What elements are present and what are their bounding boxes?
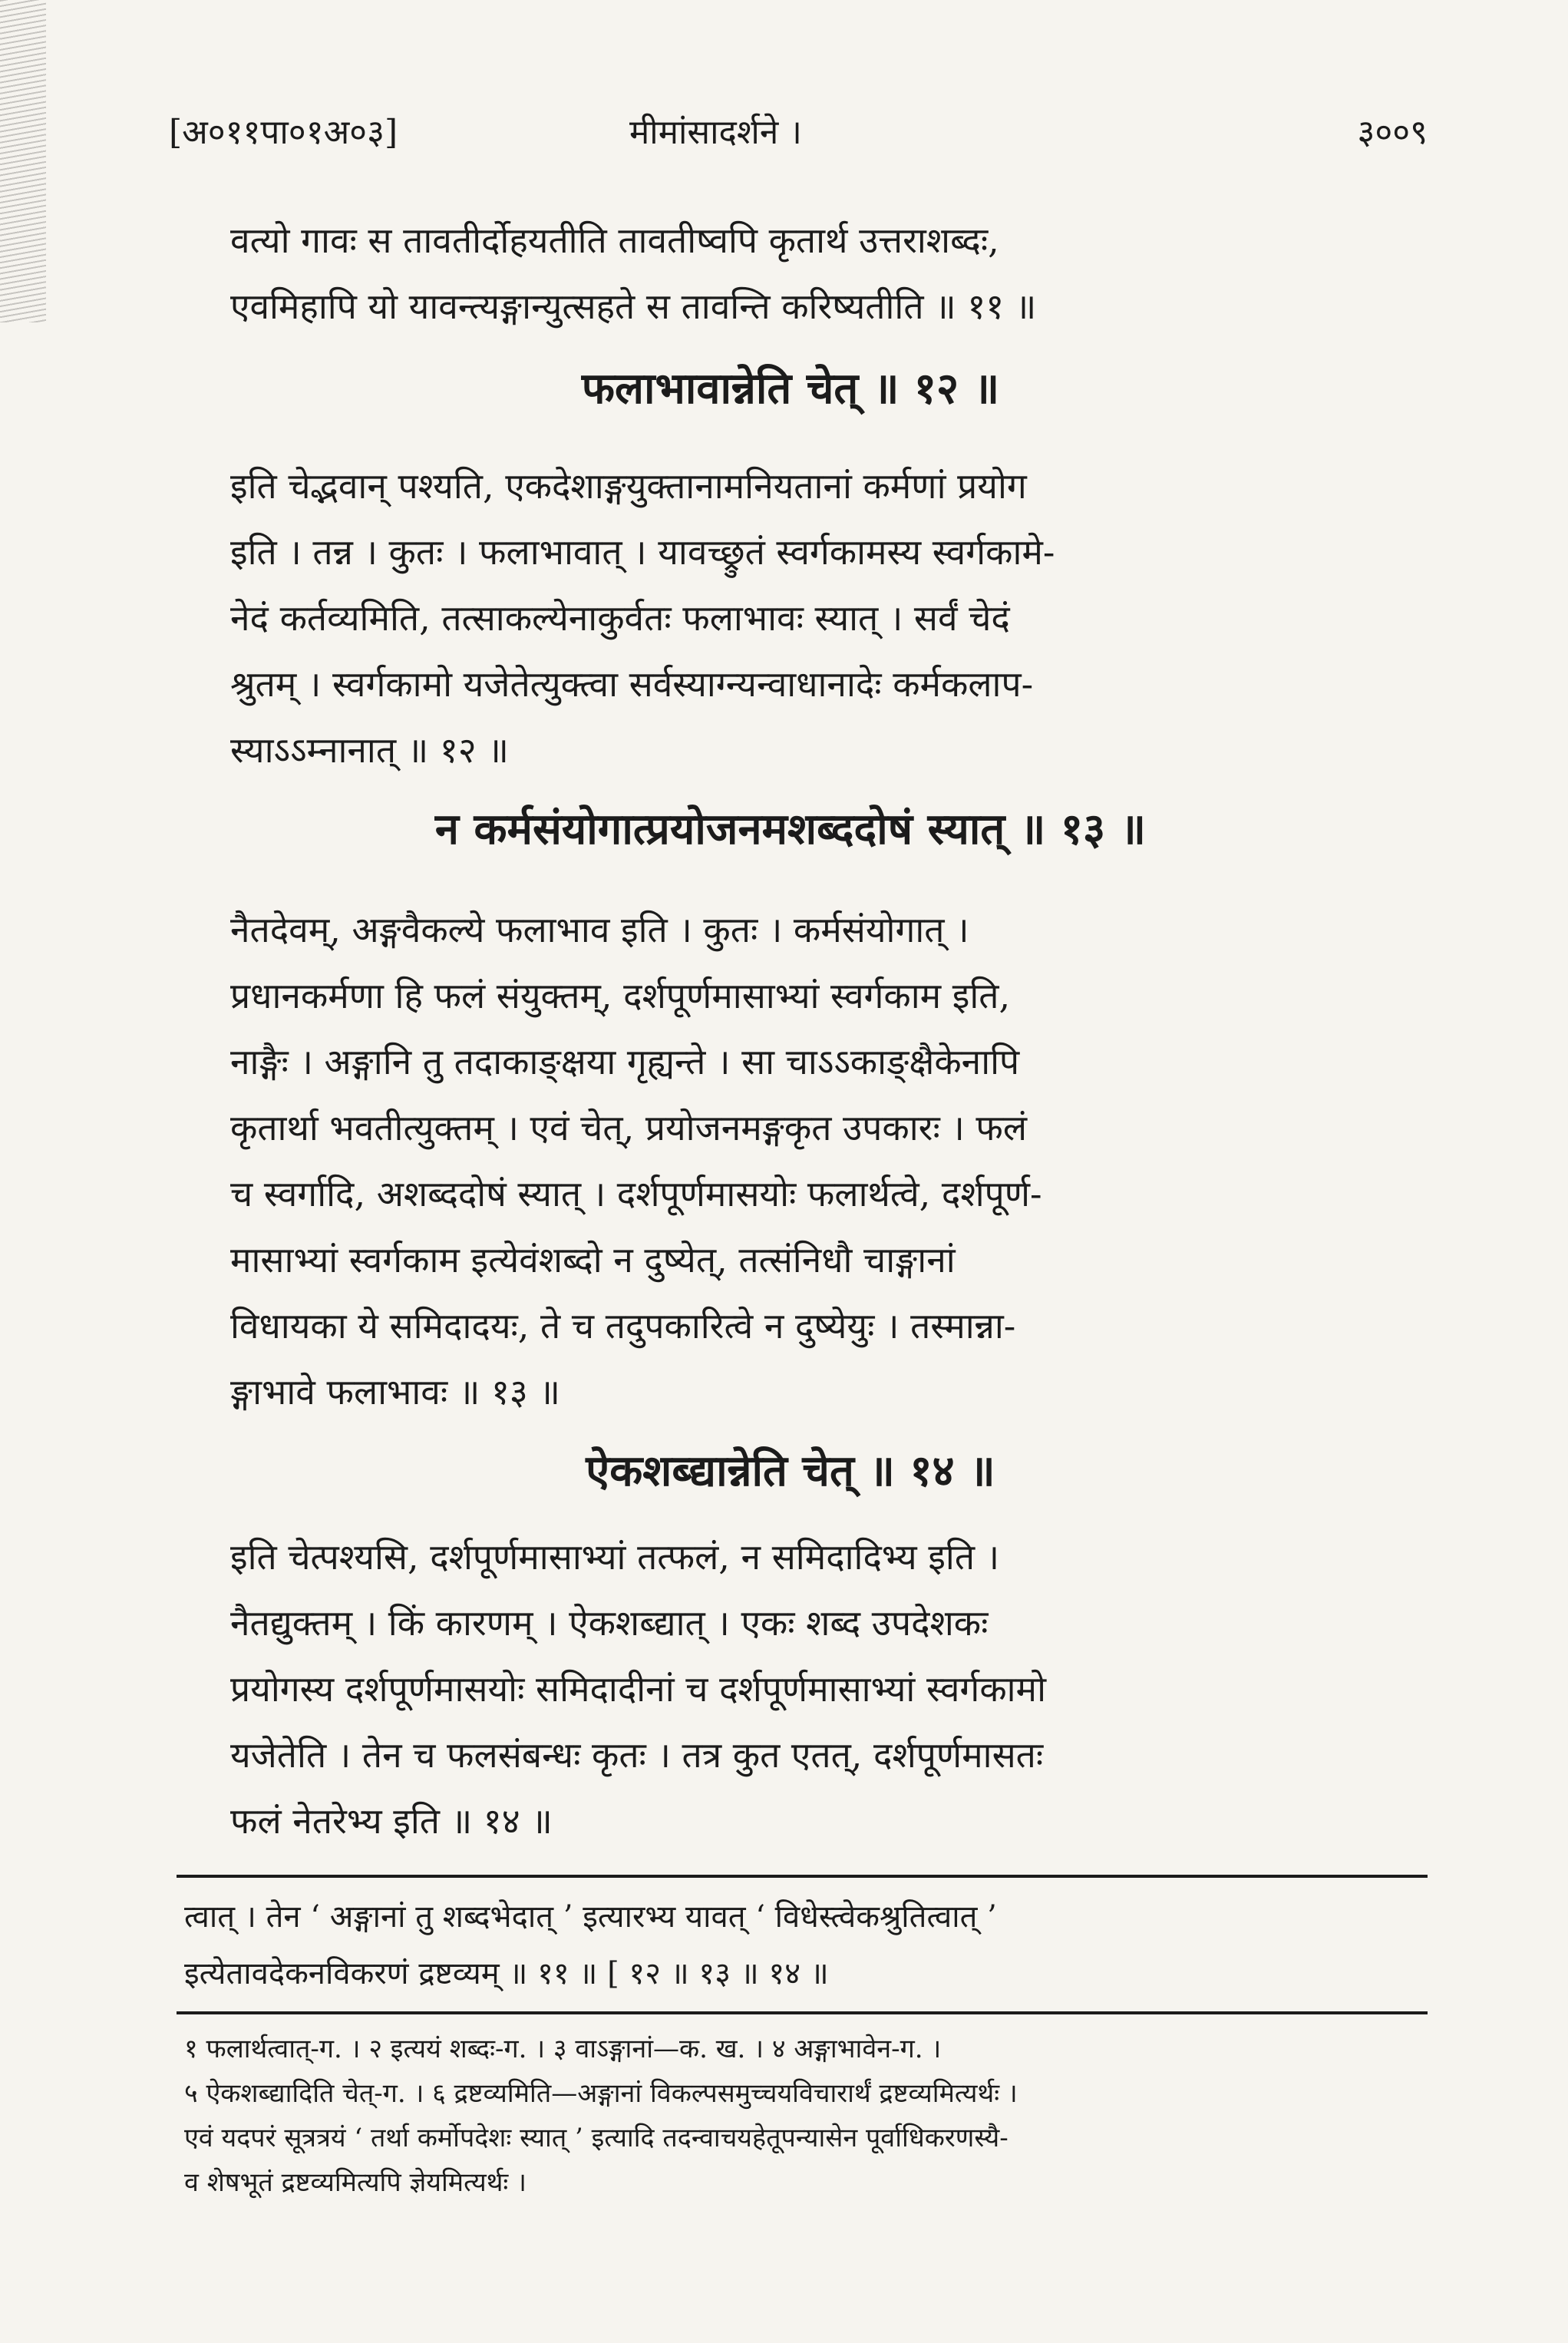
sutra-12: फलाभावान्नेति चेत् ॥ १२ ॥ [581,363,1000,414]
note-line: इत्येतावदेकनविकरणं द्रष्टव्यम् ॥ ११ ॥ [ १२ ॥ १३ ॥ १४ ॥ [184,1956,829,1991]
commentary-block-14 [230,1524,1351,1854]
text-line: इति चेद्भवान् पश्यति, एकदेशाङ्गयुक्तानामनियतानां कर्मणां प्रयोग [230,465,1027,507]
text-line: च स्वर्गादि, अशब्ददोषं स्यात् । दर्शपूर्णमासयोः फलार्थत्वे, दर्शपूर्ण- [230,1173,1042,1214]
text-line: विधायका ये समिदादयः, ते च तदुपकारित्वे न दुष्येयुः । तस्मान्ना- [230,1305,1016,1347]
carried-over-note [184,1889,1428,2002]
text-line: मासाभ्यां स्वर्गकाम इत्येवंशब्दो न दुष्येत्, तत्संनिधौ चाङ्गानां [230,1239,956,1281]
text-line: प्रयोगस्य दर्शपूर्णमासयोः समिदादीनां च दर्शपूर्णमासाभ्यां स्वर्गकामो [230,1668,1046,1710]
text-line: इति चेत्पश्यसि, दर्शपूर्णमासाभ्यां तत्फलं, न समिदादिभ्य इति । [230,1536,1000,1578]
text-line: प्रधानकर्मणा हि फलं संयुक्तम्, दर्शपूर्णमासाभ्यां स्वर्गकाम इति, [230,975,1011,1016]
sutra-13: न कर्मसंयोगात्प्रयोजनमशब्ददोषं स्यात् ॥ १३ ॥ [434,804,1147,854]
book-title: मीमांसादर्शने । [629,113,802,152]
text-line: फलं नेतरेभ्य इति ॥ १४ ॥ [230,1800,553,1842]
text-line: श्रुतम् । स्वर्गकामो यजेतेत्युक्त्वा सर्वस्याग्न्यन्वाधानादेः कर्मकलाप- [230,663,1034,705]
variant-line: १ फलार्थत्वात्-ग. । २ इत्ययं शब्दः-ग. । ३ वाऽङ्गानां—क. ख. । ४ अङ्गाभावेन-ग. । [184,2034,942,2064]
text-line: यजेतेति । तेन च फलसंबन्धः कृतः । तत्र कुत एतत्, दर्शपूर्णमासतः [230,1734,1044,1776]
text-line: कृतार्था भवतीत्युक्तम् । एवं चेत्, प्रयोजनमङ्गकृत उपकारः । फलं [230,1107,1028,1148]
running-header [169,107,1428,161]
text-line: नैतद्युक्तम् । किं कारणम् । ऐकशब्द्यात् । एकः शब्द उपदेशकः [230,1602,989,1644]
variant-line: व शेषभूतं द्रष्टव्यमित्यपि ज्ञेयमित्यर्थः । [184,2167,527,2198]
variant-line: ५ ऐकशब्द्यादिति चेत्-ग. । ६ द्रष्टव्यमिति—अङ्गानां विकल्पसमुच्चयविचारार्थं द्रष्टव्यमित्यर्थः । [184,2078,1018,2109]
chapter-reference: [अ०११पा०१अ०३] [169,113,398,152]
text-line: ङ्गाभावे फलाभावः ॥ १३ ॥ [230,1371,560,1413]
page-number: ३००९ [1357,113,1428,152]
text-line: नैतदेवम्, अङ्गवैकल्ये फलाभाव इति । कुतः । कर्मसंयोगात् । [230,909,969,950]
sutra-14: ऐकशब्द्यान्नेति चेत् ॥ १४ ॥ [586,1446,995,1496]
variant-line: एवं यदपरं सूत्रत्रयं ‘ तर्था कर्मोपदेशः स्यात् ’ इत्यादि तदन्वाचयहेतूपन्यासेन पूर्वाधिकरणस्यै- [184,2123,1008,2153]
text-line: इति । तन्न । कुतः । फलाभावात् । यावच्छ्रुतं स्वर्गकामस्य स्वर्गकामे- [230,531,1055,573]
text-line: वत्यो गावः स तावतीर्दोहयतीति तावतीष्वपि कृतार्थ उत्तराशब्दः, [230,220,999,261]
text-line: नाङ्गैः । अङ्गानि तु तदाकाङ्क्षया गृह्यन्ते । सा चाऽऽकाङ्क्षैकेनापि [230,1041,1020,1082]
scan-edge-shadow [0,0,46,322]
commentary-block-13 [230,897,1351,1425]
variant-readings-divider [177,2011,1428,2014]
text-line: नेदं कर्तव्यमिति, तत्साकल्येनाकुर्वतः फलाभावः स्यात् । सर्वं चेदं [230,597,1010,639]
variant-readings [184,2027,1443,2205]
note-line: त्वात् । तेन ‘ अङ्गानां तु शब्दभेदात् ’ इत्यारभ्य यावत् ‘ विधेस्त्वेकश्रुतित्वात् ’ [184,1899,997,1935]
footnote-divider [177,1875,1428,1878]
commentary-block-12 [230,453,1351,783]
text-line: एवमिहापि यो यावन्त्यङ्गान्युत्सहते स तावन्ति करिष्यतीति ॥ ११ ॥ [230,286,1037,327]
commentary-block-11 [230,207,1351,339]
text-line: स्याऽऽम्नानात् ॥ १२ ॥ [230,729,509,771]
